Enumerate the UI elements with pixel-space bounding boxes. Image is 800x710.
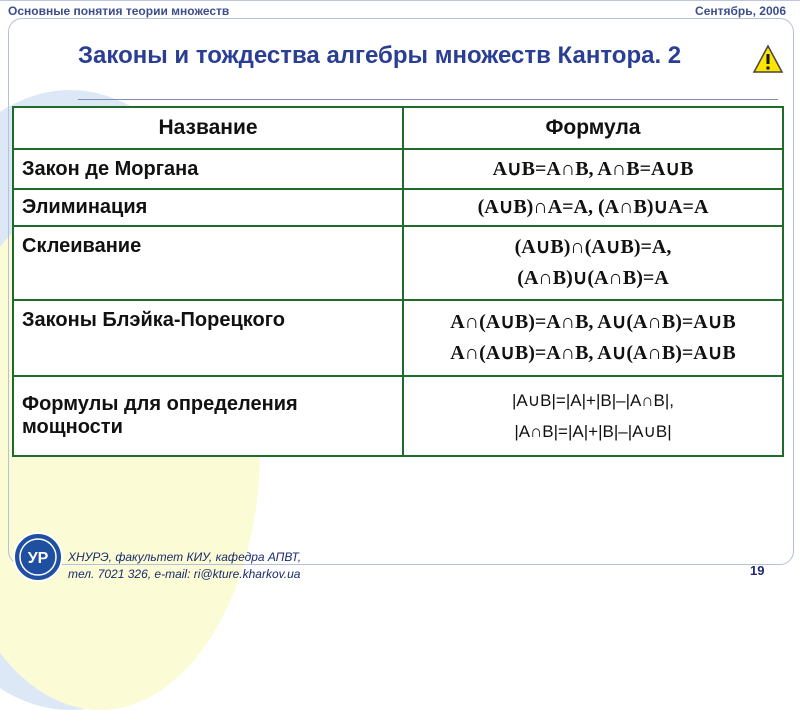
law-formula xyxy=(403,300,783,376)
warning-triangle-icon xyxy=(752,44,784,74)
law-name: Склеивание xyxy=(13,226,403,300)
law-name: Закон де Моргана xyxy=(13,149,403,189)
formula-line: A∩(A∪B)=A∩B, A∪(A∩B)=A∪B xyxy=(450,342,736,364)
formula-line: A∪B=A∩B, A∩B=A∪B xyxy=(492,157,694,180)
page-number: 19 xyxy=(750,563,765,578)
law-formula xyxy=(403,149,783,189)
formula-line: |A∪B|=|A|+|B|–|A∩B|, xyxy=(511,391,675,410)
footer-line-2: тел. 7021 326, e-mail: ri@kture.kharkov.ua xyxy=(68,567,301,581)
laws-table xyxy=(12,106,784,457)
table-row xyxy=(13,300,783,376)
header-date: Сентябрь, 2006 xyxy=(695,4,786,18)
formula-line: (A∪B)∩(A∪B)=A, xyxy=(514,236,672,258)
top-rule xyxy=(0,0,800,1)
formula-line: (A∩B)∪(A∩B)=A xyxy=(517,267,669,289)
column-header-name: Название xyxy=(13,107,403,149)
formula-line: |A∩B|=|A|+|B|–|A∪B| xyxy=(514,422,672,441)
law-name: Формулы для определения мощности xyxy=(13,376,403,456)
formula-line: (A∪B)∩A=A, (A∩B)∪A=A xyxy=(477,196,709,218)
table-row xyxy=(13,226,783,300)
law-name: Законы Блэйка-Порецкого xyxy=(13,300,403,376)
law-formula xyxy=(403,376,783,456)
formula-line: A∩(A∪B)=A∩B, A∪(A∩B)=A∪B xyxy=(450,311,736,333)
university-logo xyxy=(12,531,64,583)
footer-line-1: ХНУРЭ, факультет КИУ, кафедра АПВТ, xyxy=(68,550,302,564)
table-row xyxy=(13,376,783,456)
column-header-formula: Формула xyxy=(403,107,783,149)
logo-text: УР xyxy=(27,550,49,567)
law-formula xyxy=(403,189,783,226)
header-course-title: Основные понятия теории множеств xyxy=(8,4,230,18)
table-row xyxy=(13,149,783,189)
title-underline xyxy=(78,99,778,100)
law-formula xyxy=(403,226,783,300)
table-header-row xyxy=(13,107,783,149)
footer-contact xyxy=(68,549,301,583)
law-name: Элиминация xyxy=(13,189,403,226)
table-row xyxy=(13,189,783,226)
slide-title: Законы и тождества алгебры множеств Кантора. 2 xyxy=(78,42,682,69)
